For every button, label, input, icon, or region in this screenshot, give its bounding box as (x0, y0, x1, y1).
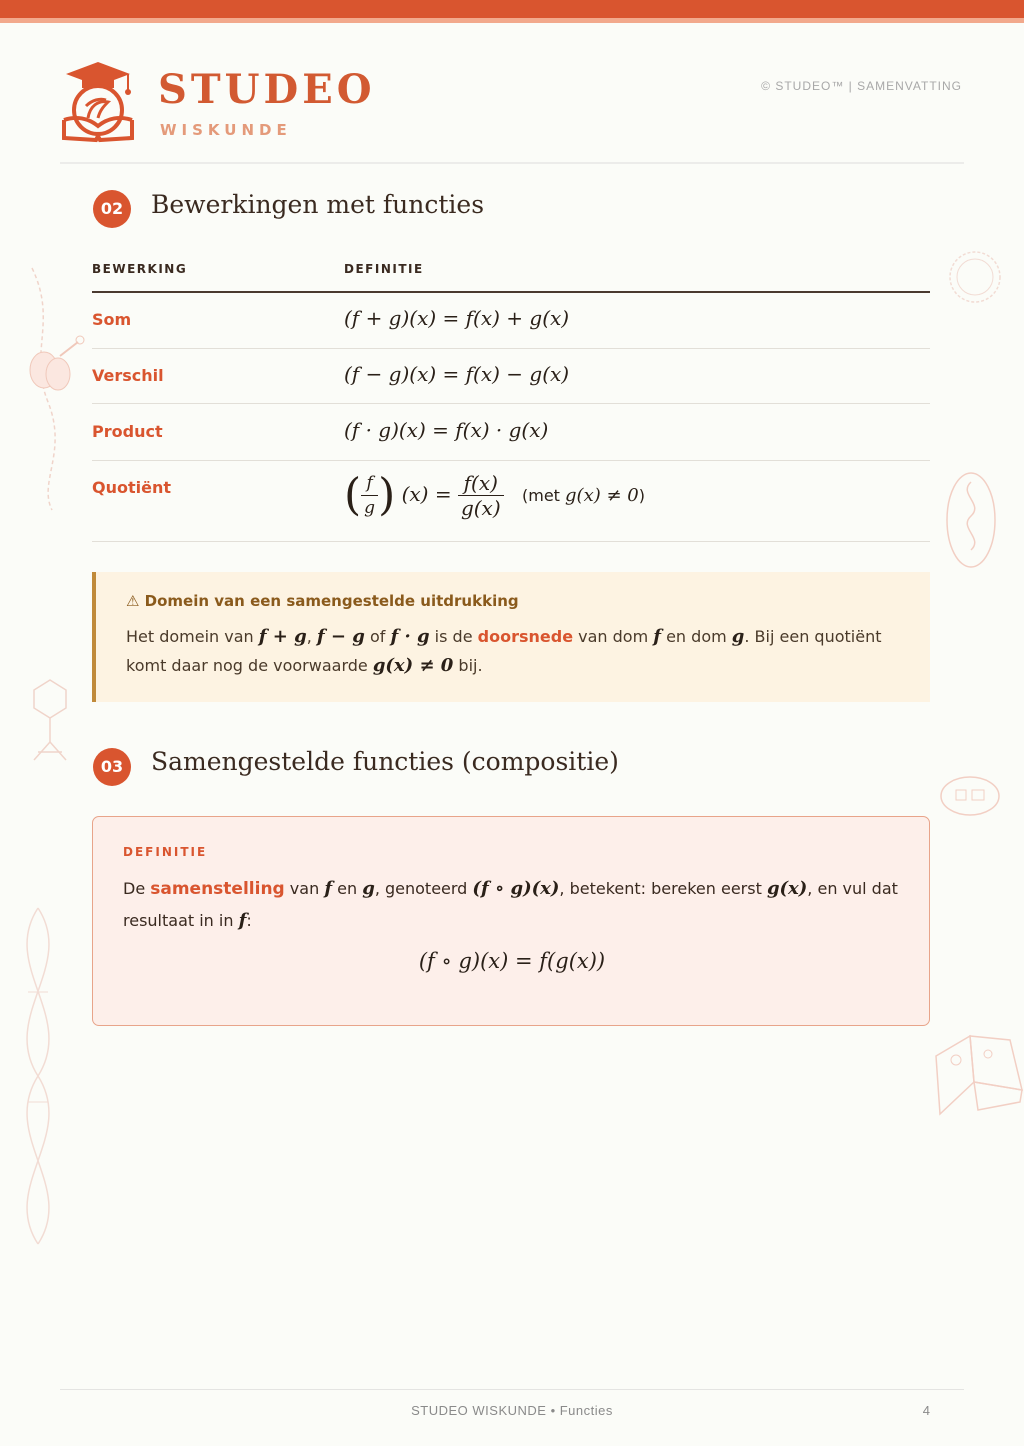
table-row (92, 461, 930, 542)
row-label: Product (92, 422, 163, 441)
warning-title: ⚠ Domein van een samengestelde uitdrukking (126, 592, 519, 610)
condition-formula: g(x) ≠ 0 (565, 485, 639, 506)
section-number-badge: 02 (93, 190, 131, 228)
composition-formula: (f ∘ g)(x) = f(g(x)) (418, 949, 606, 973)
domain-warning-callout (92, 572, 930, 702)
header-right-text: © STUDEO™ | SAMENVATTING (761, 79, 962, 93)
brand-name: STUDEO (158, 66, 376, 113)
row-formula: (f + g)(x) = f(x) + g(x) (344, 306, 570, 330)
warning-text: Het domein van f + g, f − g of f · g is de doorsnede van dom f en dom g. Bij een quotiënt komt daar nog de voorwaarde g(x) ≠ 0 bij. (126, 626, 882, 676)
figure-doodle-icon (28, 678, 72, 764)
fraction-denominator: g (364, 498, 376, 518)
studeo-logo-icon (60, 60, 136, 144)
section-number-badge: 03 (93, 748, 131, 786)
header-divider (60, 162, 964, 164)
fraction-numerator: f(x) (458, 471, 504, 496)
formula-middle: (x) = (401, 482, 452, 506)
definition-label: DEFINITIE (123, 845, 208, 859)
fraction-numerator: f (361, 471, 378, 496)
condition-suffix: ) (638, 486, 645, 505)
row-formula: (f − g)(x) = f(x) − g(x) (344, 362, 570, 386)
footer-text: STUDEO WISKUNDE • Functies (411, 1403, 613, 1418)
cells-cluster-doodle-icon (930, 1026, 1024, 1120)
definition-box (92, 816, 930, 1026)
highlight-samenstelling: samenstelling (150, 879, 285, 899)
section-title: Bewerkingen met functies (151, 190, 485, 219)
column-header-definitie: DEFINITIE (344, 262, 424, 276)
section-title: Samengestelde functies (compositie) (151, 747, 619, 776)
row-label: Som (92, 310, 132, 329)
highlight-doorsnede: doorsnede (477, 627, 574, 646)
top-accent-stripe (0, 18, 1024, 23)
page-number: 4 (922, 1403, 930, 1418)
table-row (92, 292, 930, 349)
row-label: Quotiënt (92, 478, 172, 497)
row-formula: (f · g)(x) = f(x) · g(x) (344, 418, 549, 442)
table-row (92, 404, 930, 461)
molecule-doodle-icon (18, 262, 88, 512)
footer-divider (60, 1389, 964, 1390)
row-formula: ( $\frac{f}{g}$ ) (x) = $\frac{f(x)}{g(x)}$ (met g(x) ≠ 0) (344, 469, 645, 521)
dna-doodle-icon (10, 906, 66, 1246)
condition-prefix: (met (522, 486, 566, 505)
organelle-doodle-icon (944, 470, 998, 570)
brand-subject: WISKUNDE (160, 121, 292, 139)
capsule-doodle-icon (938, 774, 1002, 818)
fraction-denominator: g(x) (460, 496, 501, 520)
row-label: Verschil (92, 366, 164, 385)
definition-text: De samenstelling van f en g, genoteerd (f ∘ g)(x), betekent: bereken eerst g(x), en vul dat resultaat in in f: (123, 878, 898, 931)
table-row (92, 348, 930, 404)
top-accent-bar (0, 0, 1024, 18)
cell-doodle-icon (948, 250, 1002, 304)
column-header-bewerking: BEWERKING (92, 262, 188, 276)
